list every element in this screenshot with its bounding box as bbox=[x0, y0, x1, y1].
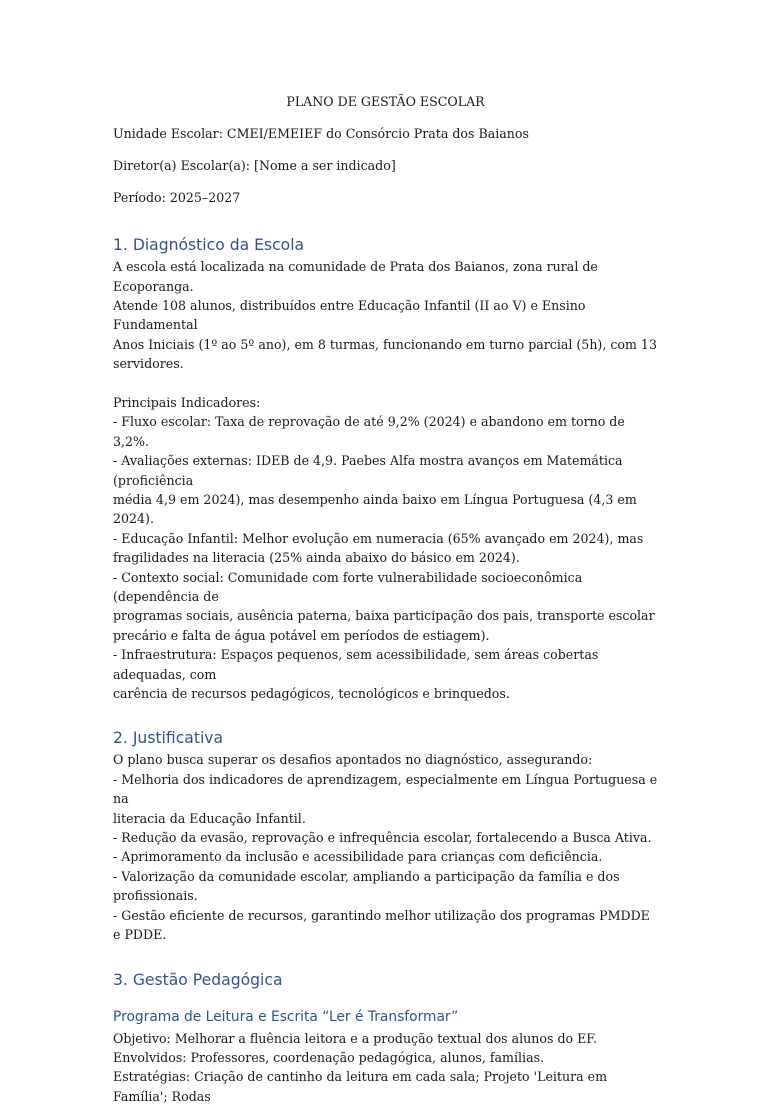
list-item: - Aprimoramento da inclusão e acessibilidade para crianças com deficiência. bbox=[113, 849, 603, 865]
text-line: O plano busca superar os desafios apontados no diagnóstico, assegurando: bbox=[113, 752, 593, 768]
text-line: Anos Iniciais (1º ao 5º ano), em 8 turmas, funcionando em turno parcial (5h), com 13 bbox=[113, 336, 657, 352]
list-item: - Contexto social: Comunidade com forte vulnerabilidade socioeconômica (dependência de bbox=[113, 569, 583, 605]
justificativa-body bbox=[113, 750, 658, 944]
list-item: fragilidades na literacia (25% ainda abaixo do básico em 2024). bbox=[113, 550, 520, 566]
document-title: PLANO DE GESTÃO ESCOLAR bbox=[286, 94, 485, 109]
list-item: - Educação Infantil: Melhor evolução em numeracia (65% avançado em 2024), mas bbox=[113, 530, 644, 546]
school-director: Diretor(a) Escolar(a): [Nome a ser indicado] bbox=[113, 157, 396, 173]
subsection-heading-programa-leitura: Programa de Leitura e Escrita “Ler é Transformar” bbox=[113, 1008, 459, 1025]
list-item: - Avaliações externas: IDEB de 4,9. Paebes Alfa mostra avanços em Matemática (proficiência bbox=[113, 453, 623, 488]
text-line: Envolvidos: Professores, coordenação pedagógica, alunos, famílias. bbox=[113, 1049, 545, 1065]
programa-leitura-body bbox=[113, 1029, 658, 1106]
section-heading-justificativa: 2. Justificativa bbox=[113, 729, 224, 748]
list-item: - Valorização da comunidade escolar, ampliando a participação da família e dos bbox=[113, 868, 620, 884]
list-item: programas sociais, ausência paterna, baixa participação dos pais, transporte escolar bbox=[113, 608, 655, 624]
list-item: precário e falta de água potável em períodos de estiagem). bbox=[113, 627, 490, 643]
paragraph-spacer bbox=[113, 374, 658, 393]
document-body bbox=[113, 92, 658, 1106]
section-heading-gestao-pedagogica: 3. Gestão Pedagógica bbox=[113, 970, 283, 989]
diagnostico-intro bbox=[113, 257, 658, 373]
text-line: Atende 108 alunos, distribuídos entre Educação Infantil (II ao V) e Ensino Fundamental bbox=[113, 297, 586, 333]
school-unit: Unidade Escolar: CMEI/EMEIEF do Consórcio Prata dos Baianos bbox=[113, 125, 529, 141]
text-line: Objetivo: Melhorar a fluência leitora e a produção textual dos alunos do EF. bbox=[113, 1030, 598, 1046]
text-line: servidores. bbox=[113, 356, 184, 372]
text-line: A escola está localizada na comunidade de Prata dos Baianos, zona rural de Ecoporanga. bbox=[113, 259, 598, 294]
list-item: literacia da Educação Infantil. bbox=[113, 810, 306, 826]
list-item: - Gestão eficiente de recursos, garantindo melhor utilização dos programas PMDDE e PDDE. bbox=[113, 907, 650, 943]
list-item: - Redução da evasão, reprovação e infrequência escolar, fortalecendo a Busca Ativa. bbox=[113, 830, 652, 846]
section-heading-diagnostico: 1. Diagnóstico da Escola bbox=[113, 236, 305, 255]
list-item: profissionais. bbox=[113, 888, 198, 904]
list-item: - Infraestrutura: Espaços pequenos, sem acessibilidade, sem áreas cobertas adequadas, com bbox=[113, 647, 599, 682]
indicators-label: Principais Indicadores: bbox=[113, 394, 261, 410]
list-item: carência de recursos pedagógicos, tecnológicos e brinquedos. bbox=[113, 686, 510, 702]
list-item: média 4,9 em 2024), mas desempenho ainda baixo em Língua Portuguesa (4,3 em 2024). bbox=[113, 491, 637, 527]
text-line: Estratégias: Criação de cantinho da leitura em cada sala; Projeto 'Leitura em Família'; Rodas bbox=[113, 1069, 608, 1104]
list-item: - Fluxo escolar: Taxa de reprovação de até 9,2% (2024) e abandono em torno de 3,2%. bbox=[113, 414, 625, 449]
plan-period: Período: 2025–2027 bbox=[113, 189, 241, 205]
list-item: - Melhoria dos indicadores de aprendizagem, especialmente em Língua Portuguesa e na bbox=[113, 771, 658, 807]
diagnostico-indicators bbox=[113, 393, 658, 704]
